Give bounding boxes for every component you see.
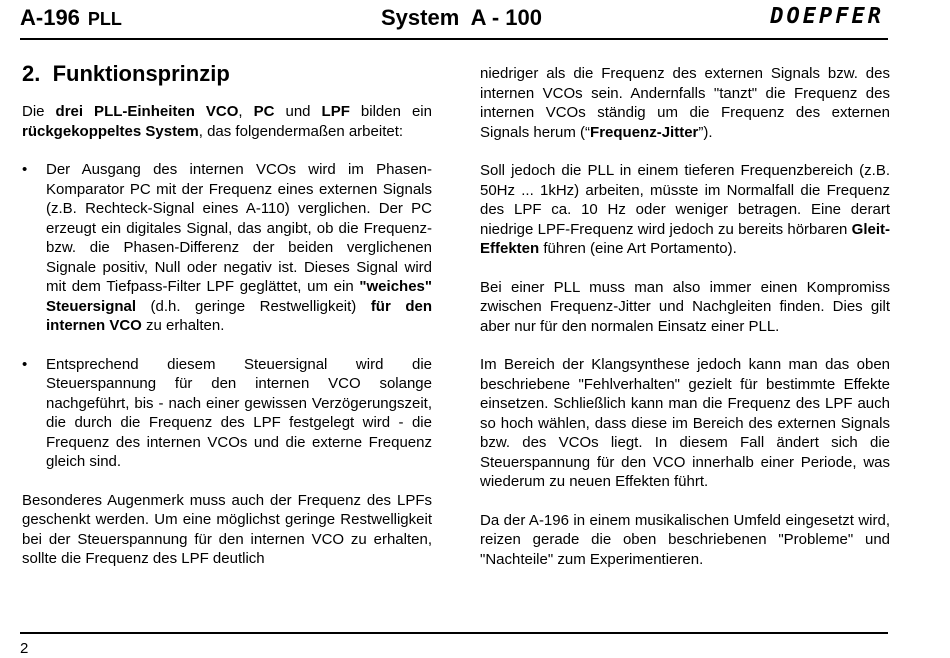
jitter-paragraph: niedriger als die Frequenz des externen Signals bzw. des internen VCOs sein. Andernfalls "tanzt" die Frequenz des internen VCOs ständig um die Frequenz des externen Signals herum (“Frequenz-Jitter”). (480, 65, 890, 141)
intro-paragraph: Die drei PLL-Einheiten VCO, PC und LPF bilden ein rückgekoppeltes System, das folgendermaßen arbeitet: (22, 103, 432, 140)
right-column (480, 64, 890, 588)
footer-rule (20, 632, 888, 634)
lpf-paragraph: Besonderes Augenmerk muss auch der Frequenz des LPFs geschenkt werden. Um eine möglichst geringe Restwelligkeit bei der Steuerspannung für den internen VCO zu erhalten, sollte die Frequenz des LPF deutlich (22, 491, 432, 567)
list-item: • Entsprechend diesem Steuersignal wird die Steuerspannung für den internen VCO solange nachgeführt, bis - nach einer gewissen Verzögerungszeit, die durch die Frequenz des LPF festgelegt wird - die Frequenz des internen VCOs und die externe Frequenz gleich sind. (22, 355, 432, 472)
function-list (22, 160, 432, 472)
section-title: 2. Funktionsprinzip (22, 61, 230, 86)
experiment-paragraph: Da der A-196 in einem musikalischen Umfeld eingesetzt wird, reizen gerade die oben beschriebenen "Probleme" und "Nachteile" zum Experimentieren. (480, 511, 890, 568)
module-name: PLL (87, 9, 122, 29)
page-number: 2 (20, 640, 29, 657)
list-item: • Der Ausgang des internen VCOs wird im Phasen-Komparator PC mit der Frequenz eines externen Signals (z.B. Rechteck-Signal eines A-110) verglichen. Der PC erzeugt ein digitales Signal, das angibt, ob die Frequenz- bzw. die Phasen-Differenz der beiden verglichenen Signale positiv, Null oder negativ ist. Dieses Signal wird mit dem Tiefpass-Filter LPF geglättet, um ein "weiches" Steuersignal (d.h. geringe Restwelligkeit) für den internen VCO zu erhalten. (22, 160, 432, 336)
brand-logo: DOEPFER (770, 4, 884, 29)
module-id: A-196 (20, 5, 80, 30)
compromise-paragraph: Bei einer PLL muss man also immer einen Kompromiss zwischen Frequenz-Jitter und Nachgleiten finden. Dies gilt aber nur für den normalen Einsatz einer PLL. (480, 278, 890, 335)
header-rule (20, 38, 888, 40)
glide-paragraph: Soll jedoch die PLL in einem tieferen Frequenzbereich (z.B. 50Hz ... 1kHz) arbeiten, müsste im Normalfall die Frequenz des LPF ca. 10 Hz oder weniger betragen. Eine derart niedrige LPF-Frequenz wird jedoch zu bereits hörbaren Gleit-Effekten führen (eine Art Portamento). (480, 162, 890, 257)
module-header (20, 5, 122, 31)
left-column (22, 60, 432, 588)
system-title: System A - 100 (381, 5, 543, 30)
synthesis-paragraph: Im Bereich der Klangsynthese jedoch kann man das oben beschriebene "Fehlverhalten" gezielt für bestimmte Effekte einsetzen. Schließlich kann man die Frequenz des LPF auch so hoch wählen, dass diese im Bereich des externen Signals bzw. des VCOs liegt. In diesem Fall ändert sich die Steuerspannung für den VCO innerhalb einer Periode, was wiederum zu neuen Effekten führt. (480, 356, 890, 490)
